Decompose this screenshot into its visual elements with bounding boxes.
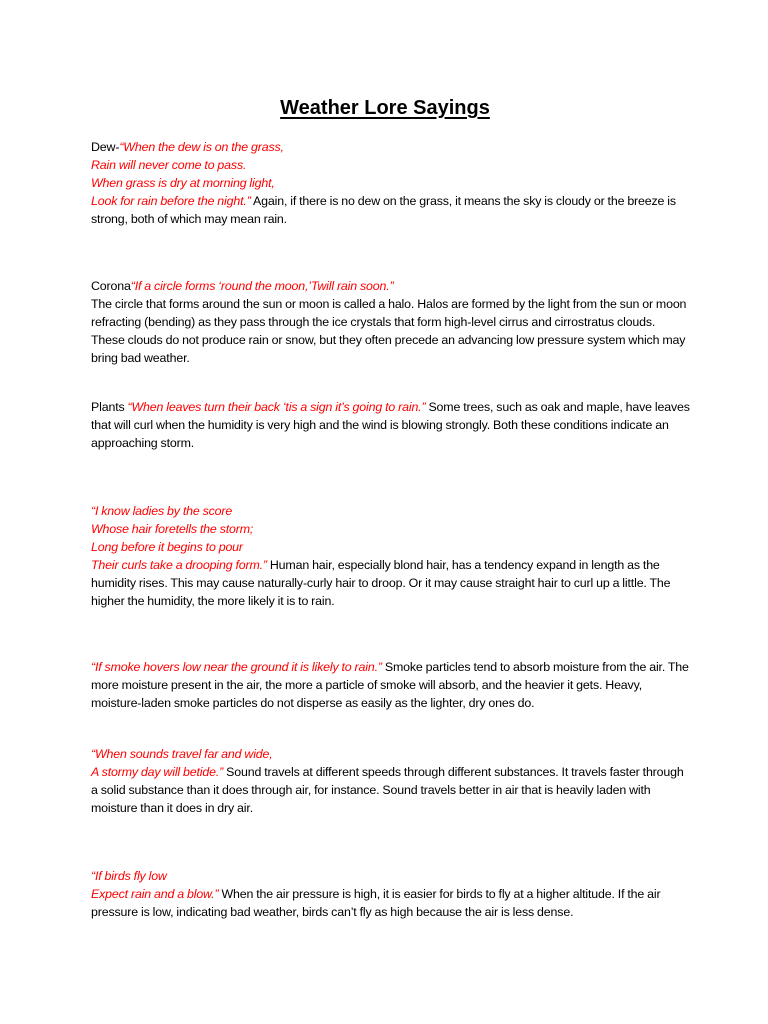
section-corona: [91, 277, 691, 367]
quote-line: “If a circle forms ‘round the moon,’Twill rain soon.”: [130, 279, 394, 293]
section-body: Human hair, especially blond hair, has a tendency expand in length as the humidity rises. This may cause naturally-curly hair to droop. Or it may cause straight hair to curl up a little. The higher the humidity, the more likely it is to rain.: [91, 558, 671, 608]
quote-line: “I know ladies by the score: [91, 504, 233, 518]
section-plants: [91, 398, 691, 452]
document-title: Weather Lore Sayings: [280, 97, 490, 119]
section-label: Corona: [91, 279, 131, 293]
section-dew: [91, 138, 691, 228]
section-label: Plants: [91, 400, 128, 414]
quote-line: A stormy day will betide.”: [91, 765, 224, 779]
quote-line: Their curls take a drooping form.”: [91, 558, 267, 572]
quote-line: Look for rain before the night.”: [91, 194, 251, 208]
section-body: The circle that forms around the sun or moon is called a halo. Halos are formed by the light from the sun or moon refracting (bending) as they pass through the ice crystals that form high-level cirrus and cirrostratus clouds. These clouds do not produce rain or snow, but they often precede an advancing low pressure system which may bring bad weather.: [91, 297, 687, 365]
quote-line: Rain will never come to pass.: [91, 158, 247, 172]
quote-line: “When leaves turn their back ‘tis a sign it’s going to rain.”: [127, 400, 426, 414]
section-smoke: [91, 658, 691, 712]
section-hair: [91, 502, 691, 610]
quote-line: “If smoke hovers low near the ground it is likely to rain.”: [91, 660, 382, 674]
section-body: Some trees, such as oak and maple, have leaves that will curl when the humidity is very high and the wind is blowing strongly. Both these conditions indicate an approaching storm.: [91, 400, 690, 450]
section-birds: [91, 867, 691, 921]
quote-line: “If birds fly low: [91, 869, 167, 883]
quote-line: Long before it begins to pour: [91, 540, 243, 554]
section-body: Again, if there is no dew on the grass, it means the sky is cloudy or the breeze is strong, both of which may mean rain.: [91, 194, 676, 226]
section-sound: [91, 745, 691, 817]
section-body: Smoke particles tend to absorb moisture from the air. The more moisture present in the air, the more a particle of smoke will absorb, and the heavier it gets. Heavy, moisture-laden smoke particles do not disperse as easily as the lighter, dry ones do.: [91, 660, 689, 710]
quote-line: Expect rain and a blow.”: [91, 887, 219, 901]
quote-line: “When the dew is on the grass,: [119, 140, 284, 154]
section-body: When the air pressure is high, it is easier for birds to fly at a higher altitude. If the air pressure is low, indicating bad weather, birds can’t fly as high because the air is less dense.: [91, 887, 661, 919]
section-label: Dew-: [91, 140, 120, 154]
quote-line: Whose hair foretells the storm;: [91, 522, 254, 536]
section-body: Sound travels at different speeds through different substances. It travels faster through a solid substance than it does through air, for instance. Sound travels better in air that is heavily laden with moisture than it does in dry air.: [91, 765, 684, 815]
quote-line: “When sounds travel far and wide,: [91, 747, 273, 761]
quote-line: When grass is dry at morning light,: [91, 176, 275, 190]
